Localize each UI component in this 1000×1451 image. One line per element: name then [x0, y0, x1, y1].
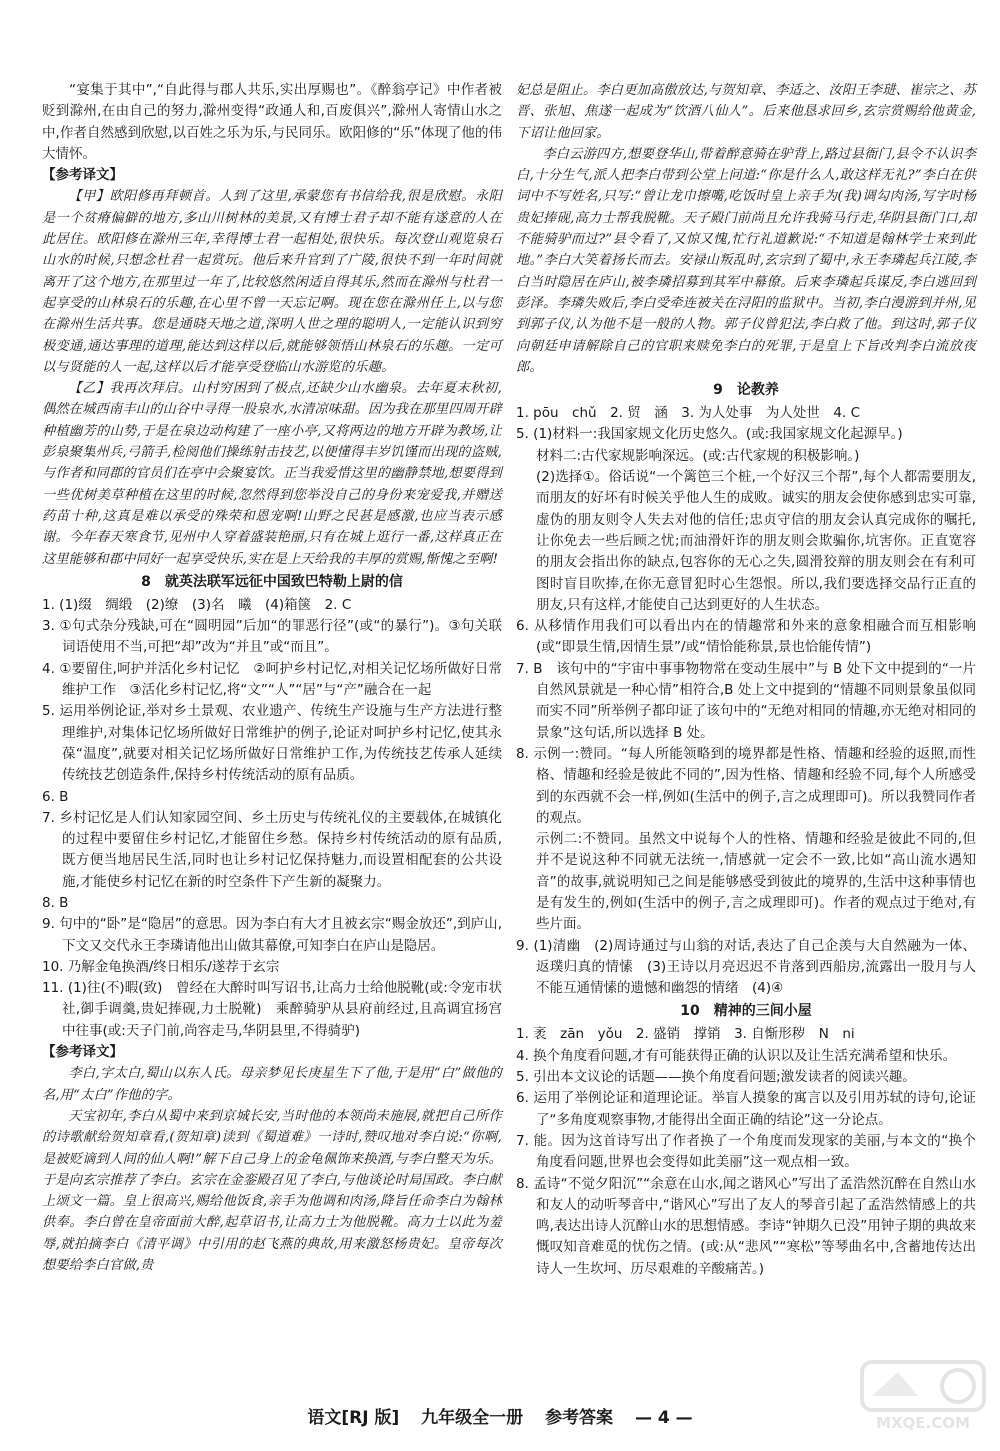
answer-item: 5. (1)材料一:我国家规文化历史悠久。(或:我国家规文化起源早。): [516, 426, 903, 443]
right-column: [516, 80, 976, 1280]
section-heading-8: 8 就英法联军远征中国致巴特勒上尉的信: [141, 573, 403, 590]
answer-item: 9. 句中的“卧”是“隐居”的意思。因为李白有大才且被玄宗“赐金放还”,到庐山,下文又交代永王李璘请他出山做其幕僚,可知李白在庐山是隐居。: [42, 916, 502, 954]
watermark-icon: [858, 1356, 988, 1416]
left-column: [42, 80, 502, 1276]
answer-item: 1. 袤 zān yǒu 2. 盛销 撑销 3. 自惭形秽 N ni: [516, 1026, 855, 1043]
translation-paragraph: 天宝初年,李白从蜀中来到京城长安,当时他的本领尚未施展,就把自己所作的诗歌献给贺知章看,(贺知章)读到《蜀道难》一诗时,赞叹地对李白说:“你啊,是被贬谪到人间的仙人啊!”解下自己身上的金龟佩饰来换酒,与李白整天为乐。于是向玄宗推荐了李白。玄宗在金銮殿召见了李白,与他谈论时局国政。李白献上颂文一篇。皇上很高兴,赐给他饭食,亲手为他调和肉汤,降旨任命李白为翰林供奉。李白曾在皇帝面前大醉,起草诏书,让高力士为他脱靴。高力士以此为羞辱,就拍摘李白《清平调》中引用的赵飞燕的典故,用来激怒杨贵妃。皇帝每次想要给李白官做,贵: [42, 1108, 502, 1274]
page-footer: [0, 1403, 1000, 1428]
answer-item: 7. 能。因为这首诗写出了作者换了一个角度而发现家的美丽,与本文的“换个角度看问题,世界也会变得如此美丽”这一观点相一致。: [516, 1132, 976, 1171]
answer-item: 8. B: [42, 894, 69, 911]
answer-item: 4. 换个角度看问题,才有可能获得正确的认识以及让生活充满希望和快乐。: [516, 1047, 956, 1064]
answer-item: 8. 示例一:赞同。“每人所能领略到的境界都是性格、情趣和经验的返照,而性格、情趣和经验是彼此不同的”,因为性格、情趣和经验不同,每个人所感受到的东西就不会一样,例如(生活中的例子,言之成理即可)。所以我赞同作者的观点。: [516, 745, 976, 826]
reference-translation-label: 【参考译文】: [42, 1044, 123, 1061]
answer-item: 5. 引出本文议论的话题——换个角度看问题;激发读者的阅读兴趣。: [516, 1069, 916, 1086]
answer-item: 7. B 该句中的“宇宙中事事物物常在变动生展中”与 B 处下文中提到的“一片自然风景就是一种心情”相符合,B 处上文中提到的“情趣不同则景象虽似同而实不同”所举例子都印证了该句中的“无绝对相同的情趣,亦无绝对相同的景象”这句话,所以选择 B 处。: [516, 660, 976, 741]
answer-item: 11. (1)往(不)暇(致) 曾经在大醉时叫写诏书,让高力士给他脱靴(或:令宠市状社,御手调羹,贵妃捧砚,力士脱靴) 乘醉骑驴从县府前经过,且高调宜扬宫中往事(或:天子门前,尚容走马,华阴县里,不得骑驴): [42, 980, 502, 1039]
translation-jia: 【甲】欧阳修再拜顿首。人到了这里,承蒙您有书信给我,很是欣慰。永阳是一个贫瘠偏僻的地方,多山川树林的美景,又有博士君子却不能有遂意的人在此居住。欧阳修在滁州三年,幸得博士君一起相处,很快乐。每次登山观览泉石山水的时候,只想念杜君一起赏玩。他后来升官到了广陵,很快不到一年时间就离开了这个地方,在那里过一年了,比较悠然闲适自得其乐,然而在滁州与杜君一起享受的山林泉石的乐趣,在心里不曾一天忘记啊。现在您在滁州任上,以与您在滁州生活共事。您是通晓天地之道,深明人世之理的聪明人,一定能认识到穷极变通,通达事理的道理,能达到这样以后,就能够领悟山林泉石的乐趣。一定可以与贤能的人一起,这样以后才能享受登临山水游览的乐趣。: [42, 189, 502, 375]
answer-item: 1. pōu chǔ 2. 贸 涵 3. 为人处事 为人处世 4. C: [516, 405, 861, 422]
page-number: — 4 —: [634, 1408, 693, 1428]
section-heading-10: 10 精神的三间小屋: [680, 1003, 812, 1020]
paragraph: “宴集于其中”,“自此得与郡人共乐,实出厚赐也”。《醉翁亭记》中作者被贬到滁州,在由自己的努力,滁州变得“政通人和,百废俱兴”,滁州人寄情山水之中,作者自然感到欣慰,以百姓之乐为乐,与民同乐。欧阳修的“乐”体现了他的伟大情怀。: [42, 82, 502, 162]
footer-grade: 九年级全一册: [421, 1408, 524, 1428]
watermark-text: MXQE.COM: [876, 1414, 970, 1432]
answer-item: (2)选择①。俗话说“一个篱笆三个桩,一个好汉三个帮”,每个人都需要朋友,而朋友的好坏有时候关乎他人生的成败。诚实的朋友会使你感到忠实可靠,虚伪的朋友则令人失去对他的信任;忠贞守信的朋友会认真完成你的嘱托,让你免去一些后顾之忧;而油滑奸诈的朋友则会欺骗你,坑害你。正直宽容的朋友会指出你的缺点,包容你的无心之失,圆滑狡辩的朋友则会在有利可图时盲目吹捧,在你无意冒犯时心生怨恨。所以,我们要选择交品行正直的朋友,只有这样,才能使自己达到更好的人生状态。: [536, 469, 976, 613]
answer-item: 3. ①句式杂分残缺,可在“圆明园”后加“的罪恶行径”(或“的暴行”)。③句关联词语使用不当,可把“却”改为“并且”或“而且”。: [42, 618, 502, 656]
reference-translation-label: 【参考译文】: [42, 167, 123, 184]
translation-yi: 【乙】我再次拜启。山村穷困到了极点,还缺少山水幽泉。去年夏末秋初,偶然在城西南丰山的山谷中寻得一股泉水,水清凉味甜。因为我在那里四周开辟种植幽芳的山势,于是在泉边动构建了一座小亭,又将两边的地方开辟为教场,让彭泉聚集州兵,弓箭手,检阅他们操练射击技艺,以便懂得丰岁饥馑而出现的盗贼,与作者和同郡的官员们在亭中会聚宴饮。正当我爱惜这里的幽静禁地,想要得到一些优树美草种植在这里的时候,忽然得到您举没自己的身份来宠爱我,并赠送药苗十种,这真是难以承受的殊荣和恩宠啊!山野之民甚是感激,也应当表示感谢。今年春天寒食节,见州中人穿着盛装艳丽,只有在城上逛行一番,这样真正在这里能够和郡中同好一起享受快乐,实在是上天给我的丰厚的赏赐,惭愧之至啊!: [42, 381, 502, 567]
translation-continued: 妃总是阻止。李白更加高傲放达,与贺知章、李适之、汝阳王李琎、崔宗之、苏晋、张旭、焦遂一起成为“饮酒八仙人”。后来他恳求回乡,玄宗赏赐给他黄金,下诏让他回家。: [516, 83, 976, 141]
answer-item: 4. ①要留住,呵护并活化乡村记忆 ②呵护乡村记忆,对相关记忆场所做好日常维护工作 ③活化乡村记忆,将“文”“人”“居”与“产”融合在一起: [42, 660, 502, 699]
answer-item: 6. 从移情作用我们可以看出内在的情趣常和外来的意象相融合而互相影响(或“即景生情,因情生景”/或“情恰能称景,景也恰能传情”): [516, 618, 976, 656]
footer-subject: 语文[RJ 版]: [307, 1408, 400, 1428]
answer-item: 6. B: [42, 788, 69, 805]
answer-item: 示例二:不赞同。虽然文中说每个人的性格、情趣和经验是彼此不同的,但并不是说这种不同就无法统一,情感就一定会不一致,比如“高山流水遇知音”的故事,就说明知己之间是能够感受到彼此的境界的,生活中这种事情也是有发生的,例如(生活中的例子,言之成理即可)。作者的观点过于绝对,有些片面。: [536, 831, 976, 933]
answer-item: 9. (1)清幽 (2)周诗通过与山翁的对话,表达了自己企羡与大自然融为一体、返璞归真的情愫 (3)王诗以月亮迟迟不肯落到西船房,流露出一股月与人不能互通情愫的遗憾和幽怨的情绪 (4)④: [516, 937, 976, 997]
answer-item: 5. 运用举例论证,举对乡土景观、农业遗产、传统生产设施与生产方法进行整理维护,对集体记忆场所做好日常维护的例子,论证对呵护乡村记忆,使其永葆“温度”,就要对相关记忆场所做好日常维护工作,为传统技艺传承人延续传统技艺创造条件,保持乡村传统活动的原有品质。: [42, 703, 502, 784]
translation-paragraph: 李白云游四方,想要登华山,带着醉意骑在驴背上,路过县衙门,县令不认识李白,十分生气,派人把李白带到公堂上问道:“你是什么人,敢这样无礼?”李白在供词中不写姓名,只写:“曾让龙巾擦嘴,吃饭时皇上亲手为(我)调勾肉汤,写字时杨贵妃捧砚,高力士帮我脱靴。天子殿门前尚且允许我骑马行走,华阴县衙门口,却不能骑驴而过?”县令看了,又惊又愧,忙行礼道歉说:“不知道是翰林学士来到此地。”李白大笑着扬长而去。安禄山叛乱时,玄宗到了蜀中,永王李璘起兵江陵,李白当时隐居在庐山,被李璘招募到其军中幕僚。后来李璘起兵谋反,李白逃回到彭泽。李璘失败后,李白受牵连被关在浔阳的监狱中。当初,李白漫游到并州,见到郭子仪,认为他不是一般的人物。郭子仪曾犯法,李白救了他。到这时,郭子仪向朝廷申请解除自己的官职来赎免李白的死罪,于是皇上下旨改判李白流放夜郎。: [516, 146, 976, 375]
footer-label: 参考答案: [545, 1408, 614, 1428]
section-heading-9: 9 论教养: [713, 382, 779, 399]
answer-item: 8. 孟诗“不觉夕阳沉”“余意在山水,闻之谐风心”写出了孟浩然沉醉在自然山水和友人的动听琴音中,“谐风心”写出了友人的琴音引起了孟浩然情感上的共鸣,表达出诗人沉醉山水的思想情感。李诗“钟期久已没”用钟子期的典故来慨叹知音难觅的忧伤之情。(或:从“悲风”“寒松”等琴曲名中,含蓄地传达出诗人一生坎坷、历尽艰难的辛酸痛苦。): [516, 1175, 976, 1277]
watermark-logo: [858, 1356, 988, 1444]
answer-item: 7. 乡村记忆是人们认知家园空间、乡土历史与传统礼仪的主要载体,在城镇化的过程中要留住乡村记忆,才能留住乡愁。保持乡村传统活动的原有品质,既方便当地居民生活,同时也让乡村记忆保持魅力,而设置相配套的公共设施,才能使乡村记忆在新的时空条件下产生新的凝聚力。: [42, 809, 502, 890]
answer-item: 1. (1)缀 绸缎 (2)缭 (3)名 曦 (4)箱箧 2. C: [42, 596, 352, 613]
translation-paragraph: 李白,字太白,蜀山以东人氏。母亲梦见长庚星生下了他,于是用“白”做他的名,用“太白”作他的字。: [42, 1066, 502, 1103]
answer-item: 材料二:古代家规影响深远。(或:古代家规的积极影响。): [536, 447, 860, 464]
answer-item: 10. 乃解金龟换酒/终日相乐/遂荐于玄宗: [42, 958, 280, 975]
answer-item: 6. 运用了举例论证和道理论证。举盲人摸象的寓言以及引用苏轼的诗句,论证了“多角度观察事物,才能得出全面正确的结论”这一分论点。: [516, 1090, 976, 1128]
